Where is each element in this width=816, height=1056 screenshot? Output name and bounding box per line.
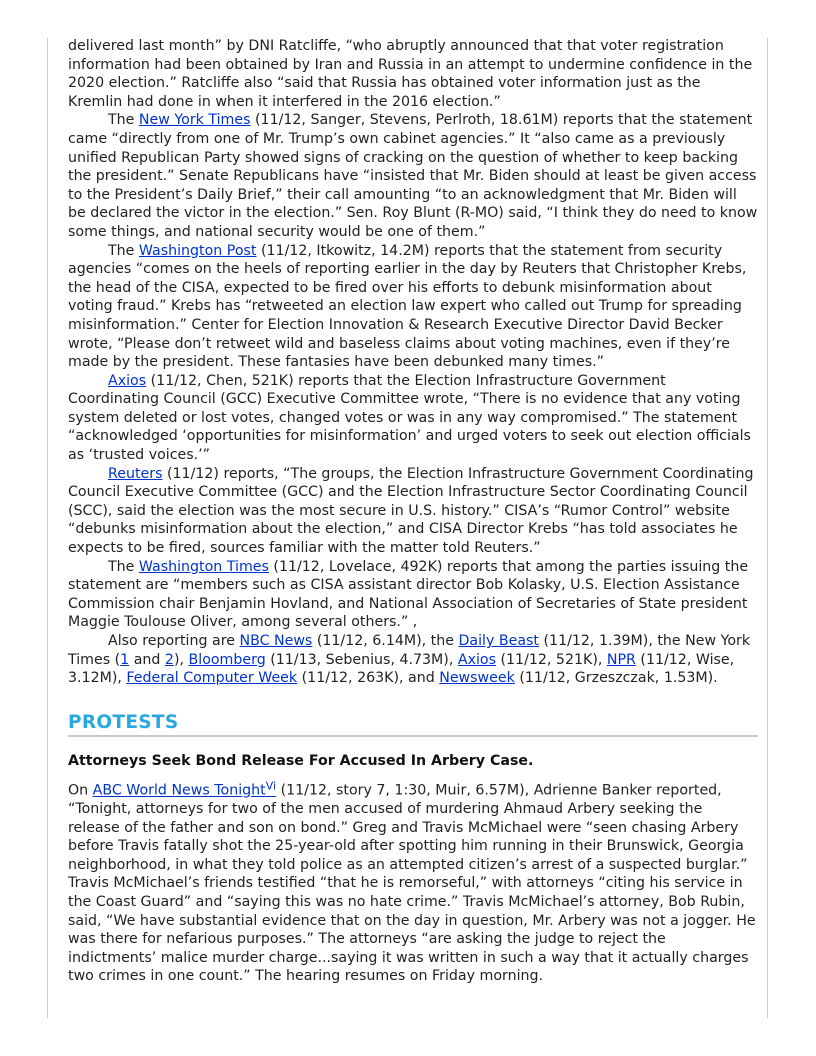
link-washington-post[interactable]: Washington Post <box>138 242 257 259</box>
link-daily-beast[interactable]: Daily Beast <box>458 633 539 649</box>
section-heading-protests: PROTESTS <box>68 712 758 737</box>
link-reuters[interactable]: Reuters <box>108 465 163 482</box>
link-new-york-times[interactable]: New York Times <box>138 112 251 129</box>
link-newsweek[interactable]: Newsweek <box>439 670 515 687</box>
paragraph-reuters: Reuters (11/12) reports, “The groups, the Election Infrastructure Government Coordinating Council Executive Committee (GCC) and the Election Infrastructure Sector Coordinating Council (SCC), said the election was the most secure in U.S. history.” CISA’s “Rumor Control” website “debunks misinformation about the election,” and CISA Director Krebs “has told associates he expects to be fired, sources familiar with the matter told Reuters.” <box>68 465 754 557</box>
link-bloomberg[interactable]: Bloomberg <box>188 651 266 668</box>
paragraph-ratcliffe: delivered last month” by DNI Ratcliffe, “who abruptly announced that that voter registration information had been obtained by Iran and Russia in an attempt to undermine confidence in the 2020 election.” Ratcliffe also “said that Russia has obtained voter information just as the Kremlin had done in when it interfered in the 2016 election.” <box>68 38 753 110</box>
left-margin-rule <box>47 38 48 1018</box>
link-washington-times[interactable]: Washington Times <box>138 558 269 575</box>
link-nbc-news[interactable]: NBC News <box>239 633 313 649</box>
document-body <box>68 37 758 986</box>
story-title: Attorneys Seek Bond Release For Accused In Arbery Case. <box>68 752 534 769</box>
link-axios-2[interactable]: Axios <box>457 651 496 668</box>
link-axios[interactable]: Axios <box>108 372 147 389</box>
link-federal-computer-week[interactable]: Federal Computer Week <box>126 670 298 687</box>
paragraph-nyt: The New York Times (11/12, Sanger, Stevens, Perlroth, 18.61M) reports that the statement came “directly from one of Mr. Trump’s own cabinet agencies.” It “also came as a previously unified Republican Party showed signs of cracking on the question of whether to keep backing the president.” Senate Republicans have “insisted that Mr. Biden should at least be given access to the President’s Daily Brief,” their call amounting “to an acknowledgment that Mr. Biden will be declared the victor in the election.” Sen. Roy Blunt (R-MO) said, “I think they do need to know some things, and national security would be one of them.” <box>68 112 758 240</box>
paragraph-arbery-story: On ABC World News Tonight$^{Vi}$ (11/12, story 7, 1:30, Muir, 6.57M), Adrienne Banker reported, “Tonight, attorneys for two of the men accused of murdering Ahmaud Arbery seeking the release of the father and son on bond.” Greg and Travis McMichael were “seen chasing Arbery before Travis fatally shot the 25-year-old after spotting him running in their Brunswick, Georgia neighborhood, in what they told police as an attempted citizen’s arrest of a suspected burglar.” Travis McMichael’s friends testified “that he is remorseful,” with attorneys “citing his service in the Coast Guard” and “saying this was no hate crime.” Travis McMichael’s attorney, Bob Rubin, said, “We have substantial evidence that on the day in question, Mr. Arbery was not a jogger. He was there for nefarious purposes.” The attorneys “are asking the judge to reject the indictments’ malice murder charge...saying it was written in such a way that it actually charges two crimes in one count.” The hearing resumes on Friday morning. <box>68 778 756 985</box>
paragraph-also-reporting: Also reporting are NBC News (11/12, 6.14M), the Daily Beast (11/12, 1.39M), the New York Times (1 and 2), Bloomberg (11/13, Sebenius, 4.73M), Axios (11/12, 521K), NPR (11/12, Wise, 3.12M), Federal Computer Week (11/12, 263K), and Newsweek (11/12, Grzeszczak, 1.53M). <box>68 633 751 687</box>
link-nyt-1[interactable]: 1 <box>120 651 130 668</box>
paragraph-washington-post: The Washington Post (11/12, Itkowitz, 14.2M) reports that the statement from security agencies “comes on the heels of reporting earlier in the day by Reuters that Christopher Krebs, the head of the CISA, expected to be fired over his efforts to debunk misinformation about voting fraud.” Krebs has “retweeted an election law expert who called out Trump for spreading misinformation.” Center for Election Innovation & Research Executive Director David Becker wrote, “Please don’t retweet wild and baseless claims about voting machines, even if they’re made by the president. These fantasies have been debunked many times.” <box>68 242 747 371</box>
paragraph-washington-times: The Washington Times (11/12, Lovelace, 492K) reports that among the parties issuing the statement are “members such as CISA assistant director Bob Kolasky, U.S. Election Assistance Commission chair Benjamin Hovland, and National Association of Secretaries of State president Maggie Toulouse Oliver, among several others.” , <box>68 558 749 631</box>
paragraph-axios: Axios (11/12, Chen, 521K) reports that the Election Infrastructure Government Coordinating Council (GCC) Executive Committee wrote, “There is no evidence that any voting system deleted or lost votes, changed votes or was in any way compromised.” The statement “acknowledged ‘opportunities for misinformation’ and urged voters to seek out election officials as ‘trusted voices.’” <box>68 372 751 464</box>
video-indicator[interactable]: Vi <box>265 778 277 792</box>
link-npr[interactable]: NPR <box>606 651 636 668</box>
right-margin-rule <box>767 38 768 1018</box>
link-nyt-2[interactable]: 2 <box>164 651 174 668</box>
link-abc-world-news-tonight[interactable]: ABC World News Tonight <box>92 782 266 799</box>
